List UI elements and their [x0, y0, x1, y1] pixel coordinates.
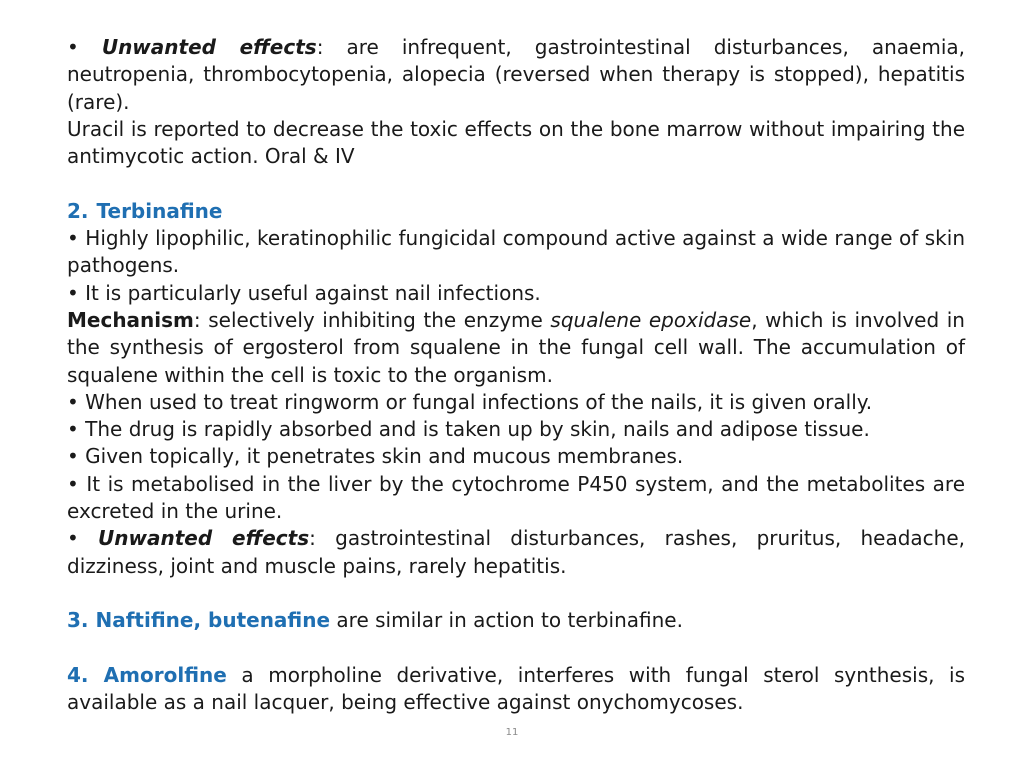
terbinafine-unwanted-effects — [67, 525, 965, 580]
bullet-text: It is metabolised in the liver by the cytochrome P450 system, and the metabolites are excreted in the urine. — [67, 471, 966, 524]
mechanism-pre: : selectively inhibiting the enzyme — [193, 307, 551, 332]
enzyme-name: squalene epoxidase — [550, 307, 752, 332]
bullet: • — [67, 444, 79, 469]
bullet: • — [67, 389, 79, 414]
uracil-paragraph: Uracil is reported to decrease the toxic effects on the bone marrow without impairing the antimycotic action. Oral & IV — [67, 116, 965, 169]
bullet: • — [67, 471, 79, 496]
naftifine-paragraph — [67, 607, 965, 634]
mechanism-post: , which is involved in the synthesis of ergosterol from squalene in the fungal cell wall. The accumulation of squalene within the cell is toxic to the organism. — [67, 307, 965, 387]
bullet: • — [67, 226, 79, 251]
terbinafine-number: 2. — [67, 198, 89, 223]
terbinafine-bullet-6 — [67, 471, 965, 526]
amorolfine-paragraph — [67, 662, 965, 717]
terbinafine-bullet-2 — [67, 280, 965, 307]
terbinafine-bullet-4 — [67, 416, 965, 443]
bullet-text: When used to treat ringworm or fungal infections of the nails, it is given orally. — [85, 389, 873, 414]
bullet-text: Given topically, it penetrates skin and mucous membranes. — [85, 444, 684, 469]
terbinafine-bullet-3 — [67, 389, 965, 416]
terbinafine-bullet-5 — [67, 443, 965, 470]
spacer — [67, 580, 965, 607]
mechanism-label: Mechanism — [67, 307, 194, 332]
bullet-text: It is particularly useful against nail infections. — [85, 280, 541, 305]
unwanted-effects-paragraph — [67, 34, 965, 116]
bullet: • — [67, 526, 79, 551]
bullet-text: Highly lipophilic, keratinophilic fungicidal compound active against a wide range of skin pathogens. — [67, 226, 965, 278]
bullet: • — [67, 35, 79, 59]
terbinafine-bullet-1 — [67, 225, 965, 280]
amorolfine-text: a morpholine derivative, interferes with fungal sterol synthesis, is available as a nail lacquer, being effective against onychomycoses. — [67, 662, 966, 715]
terbinafine-heading — [67, 198, 965, 225]
unwanted-effects-text: : gastrointestinal disturbances, rashes, pruritus, headache, dizziness, joint and muscle pains, rarely hepatitis. — [67, 526, 965, 578]
unwanted-effects-text: : are infrequent, gastrointestinal disturbances, anaemia, neutropenia, thrombocytopenia, alopecia (reversed when therapy is stopped), hepatitis (rare). — [67, 35, 966, 114]
terbinafine-title: Terbinafine — [96, 198, 223, 223]
bullet: • — [67, 280, 79, 305]
bullet-text: The drug is rapidly absorbed and is taken up by skin, nails and adipose tissue. — [85, 417, 870, 442]
page-number: 11 — [505, 727, 519, 738]
unwanted-effects-term: Unwanted effects — [98, 526, 310, 551]
spacer — [67, 170, 965, 197]
bullet: • — [67, 417, 79, 442]
spacer — [67, 635, 965, 662]
naftifine-heading: 3. Naftifine, butenafine — [67, 608, 331, 633]
naftifine-text: are similar in action to terbinafine. — [330, 608, 683, 633]
slide-content — [67, 34, 965, 716]
unwanted-effects-term: Unwanted effects — [101, 35, 317, 59]
amorolfine-heading: 4. Amorolfine — [67, 662, 227, 687]
mechanism-paragraph — [67, 307, 965, 389]
